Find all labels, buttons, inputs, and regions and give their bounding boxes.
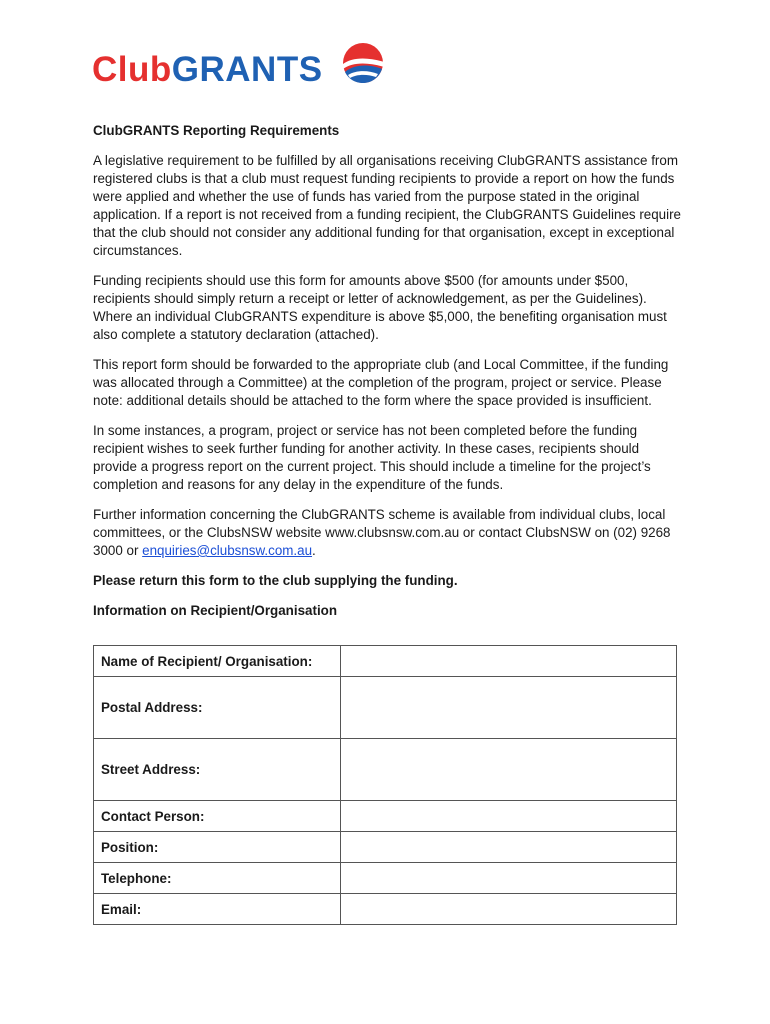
contact-end: . [312,543,316,558]
street-address-field[interactable] [341,739,677,801]
logo-swoosh-icon [340,40,386,86]
table-row [94,894,677,925]
section-heading: Information on Recipient/Organisation [93,603,338,618]
contact-person-field[interactable] [341,801,677,832]
page-title: ClubGRANTS Reporting Requirements [93,123,340,138]
row-label: Position: [94,832,341,863]
table-row [94,832,677,863]
table-row [94,739,677,801]
paragraph-report-form: This report form should be forwarded to the appropriate club (and Local Committee, if the funding was allocated through a Committee) at the completion of the program, project or service. Please note: additional details should be attached to the form where the space provided is insufficient. [93,357,669,408]
clubgrants-logo [92,40,392,100]
row-label: Contact Person: [94,801,341,832]
row-label: Postal Address: [94,677,341,739]
email-field[interactable] [341,894,677,925]
organisation-name-field[interactable] [341,646,677,677]
paragraph-funding-recipients: Funding recipients should use this form for amounts above $500 (for amounts under $500, recipients should simply return a receipt or letter of acknowledgement, as per the Guidelines). Where an individual ClubGRANTS expenditure is above $5,000, the benefiting organisation must also complete a statutory declaration (attached). [93,273,667,342]
recipient-info-table [93,645,677,925]
paragraph-further-information [93,506,683,560]
table-row [94,677,677,739]
email-link[interactable]: enquiries@clubsnsw.com.au [142,543,313,558]
logo-wordmark [92,52,323,87]
row-label: Email: [94,894,341,925]
table-row [94,646,677,677]
position-field[interactable] [341,832,677,863]
return-notice: Please return this form to the club supplying the funding. [93,573,458,588]
row-label: Telephone: [94,863,341,894]
row-label: Name of Recipient/ Organisation: [94,646,341,677]
table-row [94,863,677,894]
telephone-field[interactable] [341,863,677,894]
paragraph-legislative: A legislative requirement to be fulfilled by all organisations receiving ClubGRANTS assistance from registered clubs is that a club must request funding recipients to provide a report on how the funds were applied and whether the use of funds has varied from the purpose stated in the original application. If a report is not received from a funding recipient, the ClubGRANTS Guidelines require that the club should not consider any additional funding for that organisation, except in exceptional circumstances. [93,153,681,258]
logo-grants-text: GRANTS [171,50,323,89]
row-label: Street Address: [94,739,341,801]
logo-club-text: Club [92,50,172,89]
paragraph-progress-report: In some instances, a program, project or service has not been completed before the funding recipient wishes to seek further funding for another activity. In these cases, recipients should provide a progress report on the current project. This should include a timeline for the project’s completion and reasons for any delay in the expenditure of the funds. [93,423,651,492]
table-row [94,801,677,832]
document-body [93,122,683,632]
postal-address-field[interactable] [341,677,677,739]
contact-text: Further information concerning the ClubGRANTS scheme is available from individual clubs, local committees, or the ClubsNSW website www.clubsnsw.com.au or contact ClubsNSW on (02) 9268 3000 or [93,507,671,558]
